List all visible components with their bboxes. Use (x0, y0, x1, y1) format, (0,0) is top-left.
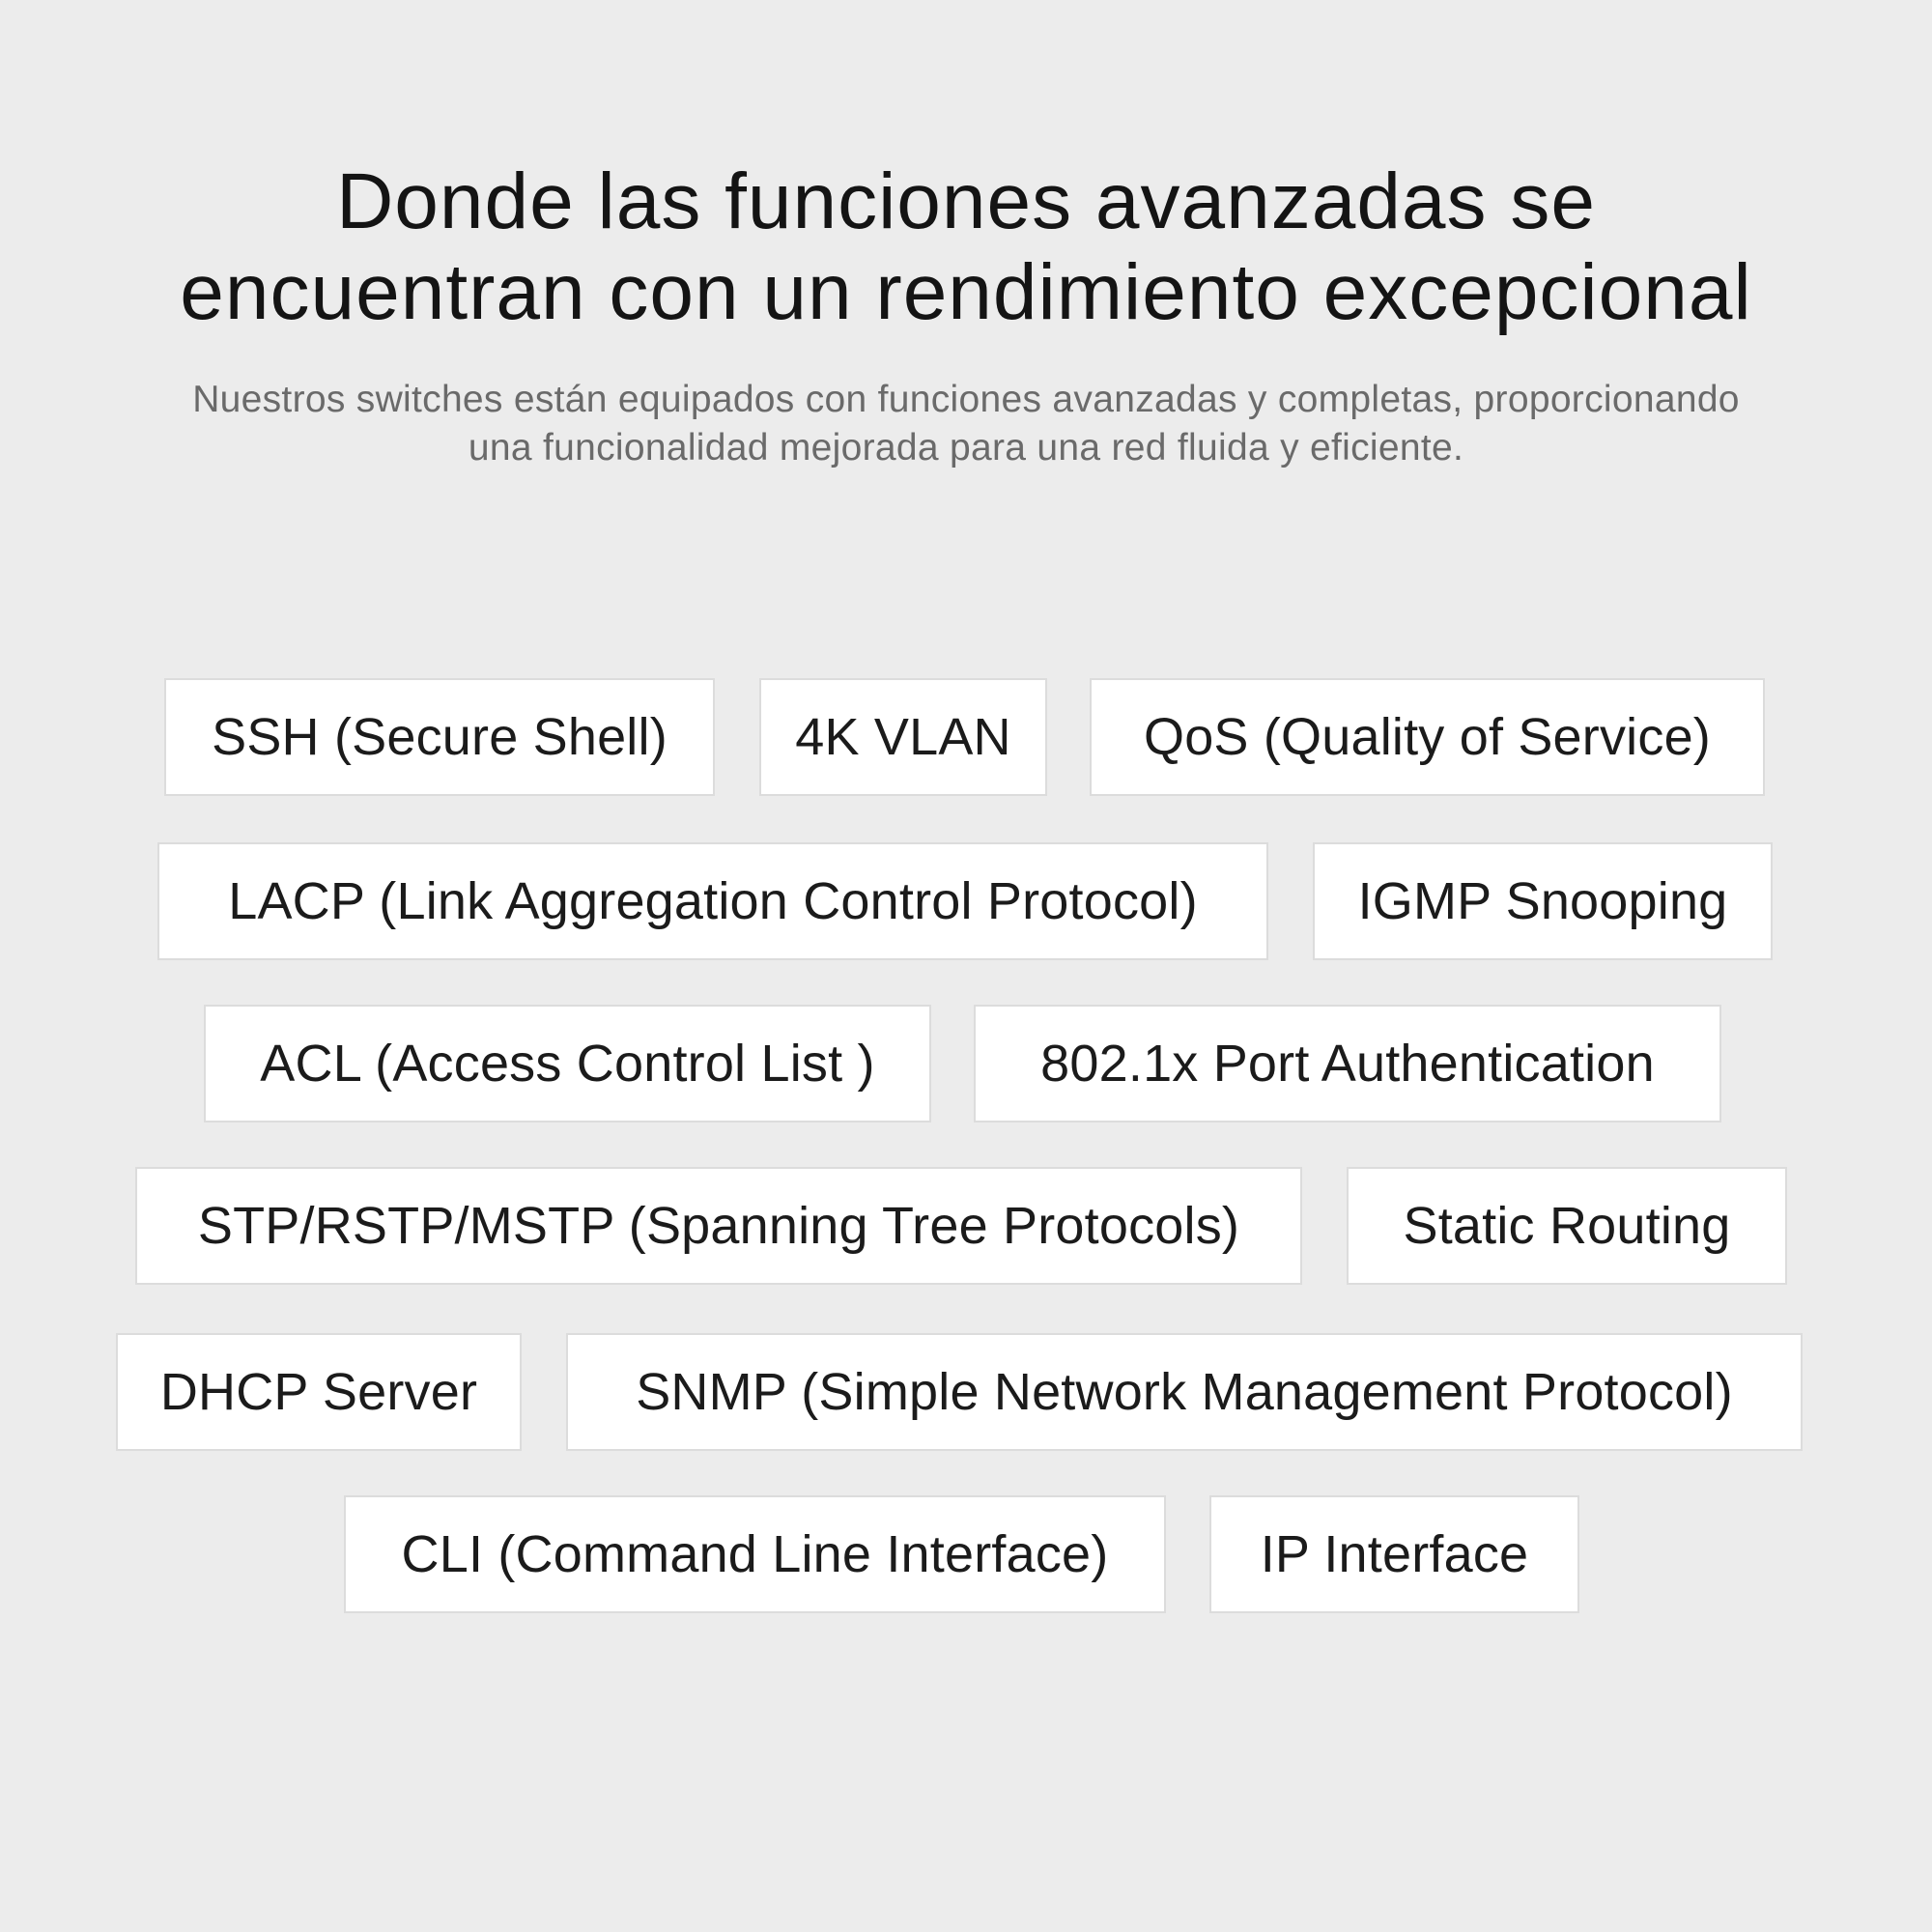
feature-chip-igmp-snooping: IGMP Snooping (1313, 842, 1773, 960)
page-subtitle-line-1: Nuestros switches están equipados con funciones avanzadas y completas, proporcionando (192, 379, 1740, 420)
feature-chip-ip-interface: IP Interface (1209, 1495, 1579, 1613)
feature-chip-stp: STP/RSTP/MSTP (Spanning Tree Protocols) (135, 1167, 1302, 1285)
feature-chip-dhcp-server: DHCP Server (116, 1333, 522, 1451)
page-subtitle-line-2: una funcionalidad mejorada para una red fluida y eficiente. (468, 427, 1464, 469)
feature-chip-ssh: SSH (Secure Shell) (164, 678, 715, 796)
page-title-line-1: Donde las funciones avanzadas se (336, 157, 1596, 245)
feature-chip-qos: QoS (Quality of Service) (1090, 678, 1765, 796)
feature-chip-cli: CLI (Command Line Interface) (344, 1495, 1166, 1613)
feature-chip-acl: ACL (Access Control List ) (204, 1005, 931, 1122)
feature-chip-static-routing: Static Routing (1347, 1167, 1787, 1285)
page-title-line-2: encuentran con un rendimiento excepcional (180, 248, 1752, 336)
feature-chip-lacp: LACP (Link Aggregation Control Protocol) (157, 842, 1268, 960)
feature-chip-802-1x: 802.1x Port Authentication (974, 1005, 1721, 1122)
feature-chip-snmp: SNMP (Simple Network Management Protocol) (566, 1333, 1803, 1451)
feature-chip-4k-vlan: 4K VLAN (759, 678, 1047, 796)
